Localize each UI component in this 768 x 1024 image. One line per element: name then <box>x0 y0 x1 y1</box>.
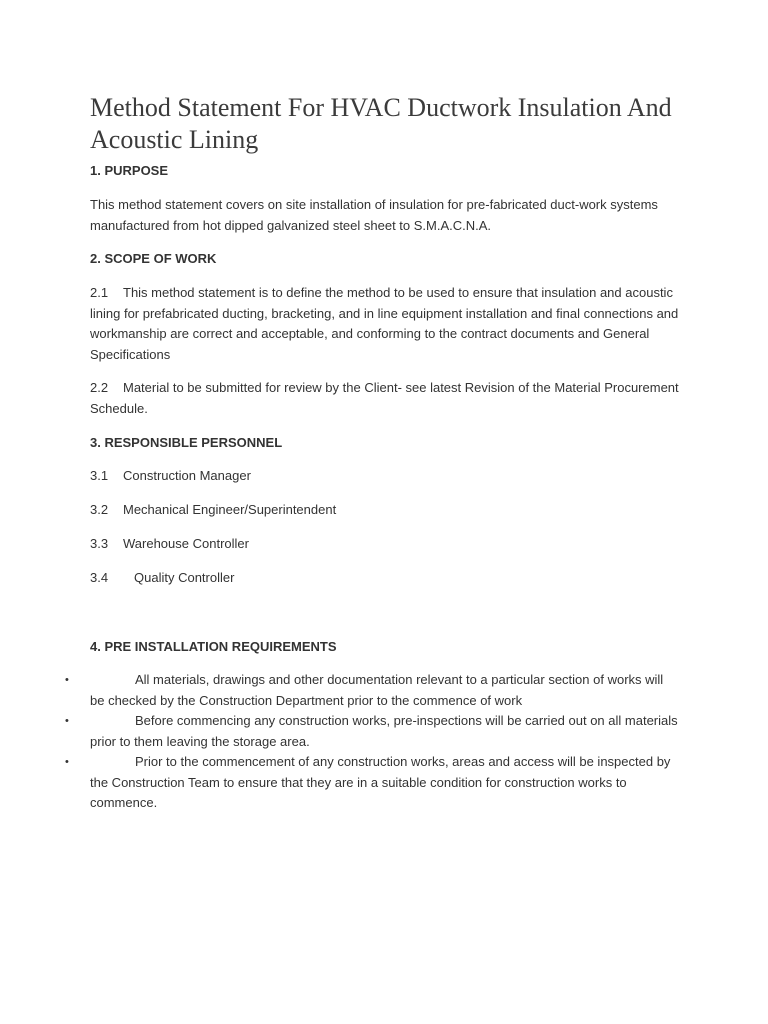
bullet-icon: • <box>65 756 69 768</box>
bullet-icon: • <box>65 674 69 686</box>
pre-installation-list <box>65 670 680 814</box>
scope-item-text: Material to be submitted for review by the Client- see latest Revision of the Material Procurement Schedule. <box>90 380 679 416</box>
scope-item-number: 2.1 <box>90 285 109 300</box>
personnel-item-3-2 <box>90 500 680 521</box>
personnel-item-number: 3.4 <box>90 570 109 585</box>
personnel-item-3-3 <box>90 534 680 555</box>
list-item <box>65 670 680 711</box>
list-item <box>65 711 680 752</box>
bullet-icon: • <box>65 715 69 727</box>
list-item <box>65 752 680 814</box>
purpose-text: This method statement covers on site installation of insulation for pre-fabricated duct-work systems manufactured from hot dipped galvanized steel sheet to S.M.A.C.N.A. <box>90 197 658 233</box>
list-item-text: All materials, drawings and other documentation relevant to a particular section of works will be checked by the Construction Department prior to the commence of work <box>90 672 664 708</box>
scope-item-2-2 <box>90 378 680 419</box>
personnel-item-number: 3.3 <box>90 536 109 551</box>
personnel-item-text: Quality Controller <box>134 570 235 585</box>
personnel-item-text: Construction Manager <box>123 468 251 483</box>
personnel-item-number: 3.2 <box>90 502 109 517</box>
scope-item-number: 2.2 <box>90 380 109 395</box>
list-item-text: Prior to the commencement of any construction works, areas and access will be inspected by the Construction Team to ensure that they are in a suitable condition for construction works to commence. <box>90 754 671 810</box>
personnel-item-text: Mechanical Engineer/Superintendent <box>123 502 337 517</box>
personnel-item-3-4 <box>90 568 680 589</box>
personnel-item-text: Warehouse Controller <box>123 536 249 551</box>
personnel-item-3-1 <box>90 466 680 487</box>
scope-item-text: This method statement is to define the method to be used to ensure that insulation and acoustic lining for prefabricated ducting, bracketing, and in line equipment installation and final connections and workmanship are correct and acceptable, and conforming to the contract documents and General Specifications <box>90 285 679 362</box>
heading-pre-installation: 4. PRE INSTALLATION REQUIREMENTS <box>90 639 337 654</box>
scope-item-2-1 <box>90 283 680 365</box>
heading-purpose: 1. PURPOSE <box>90 163 169 178</box>
heading-scope: 2. SCOPE OF WORK <box>90 251 217 266</box>
personnel-item-number: 3.1 <box>90 468 109 483</box>
heading-personnel: 3. RESPONSIBLE PERSONNEL <box>90 435 283 450</box>
list-item-text: Before commencing any construction works, pre-inspections will be carried out on all materials prior to them leaving the storage area. <box>90 713 678 749</box>
document-title: Method Statement For HVAC Ductwork Insulation And Acoustic Lining <box>90 93 672 154</box>
